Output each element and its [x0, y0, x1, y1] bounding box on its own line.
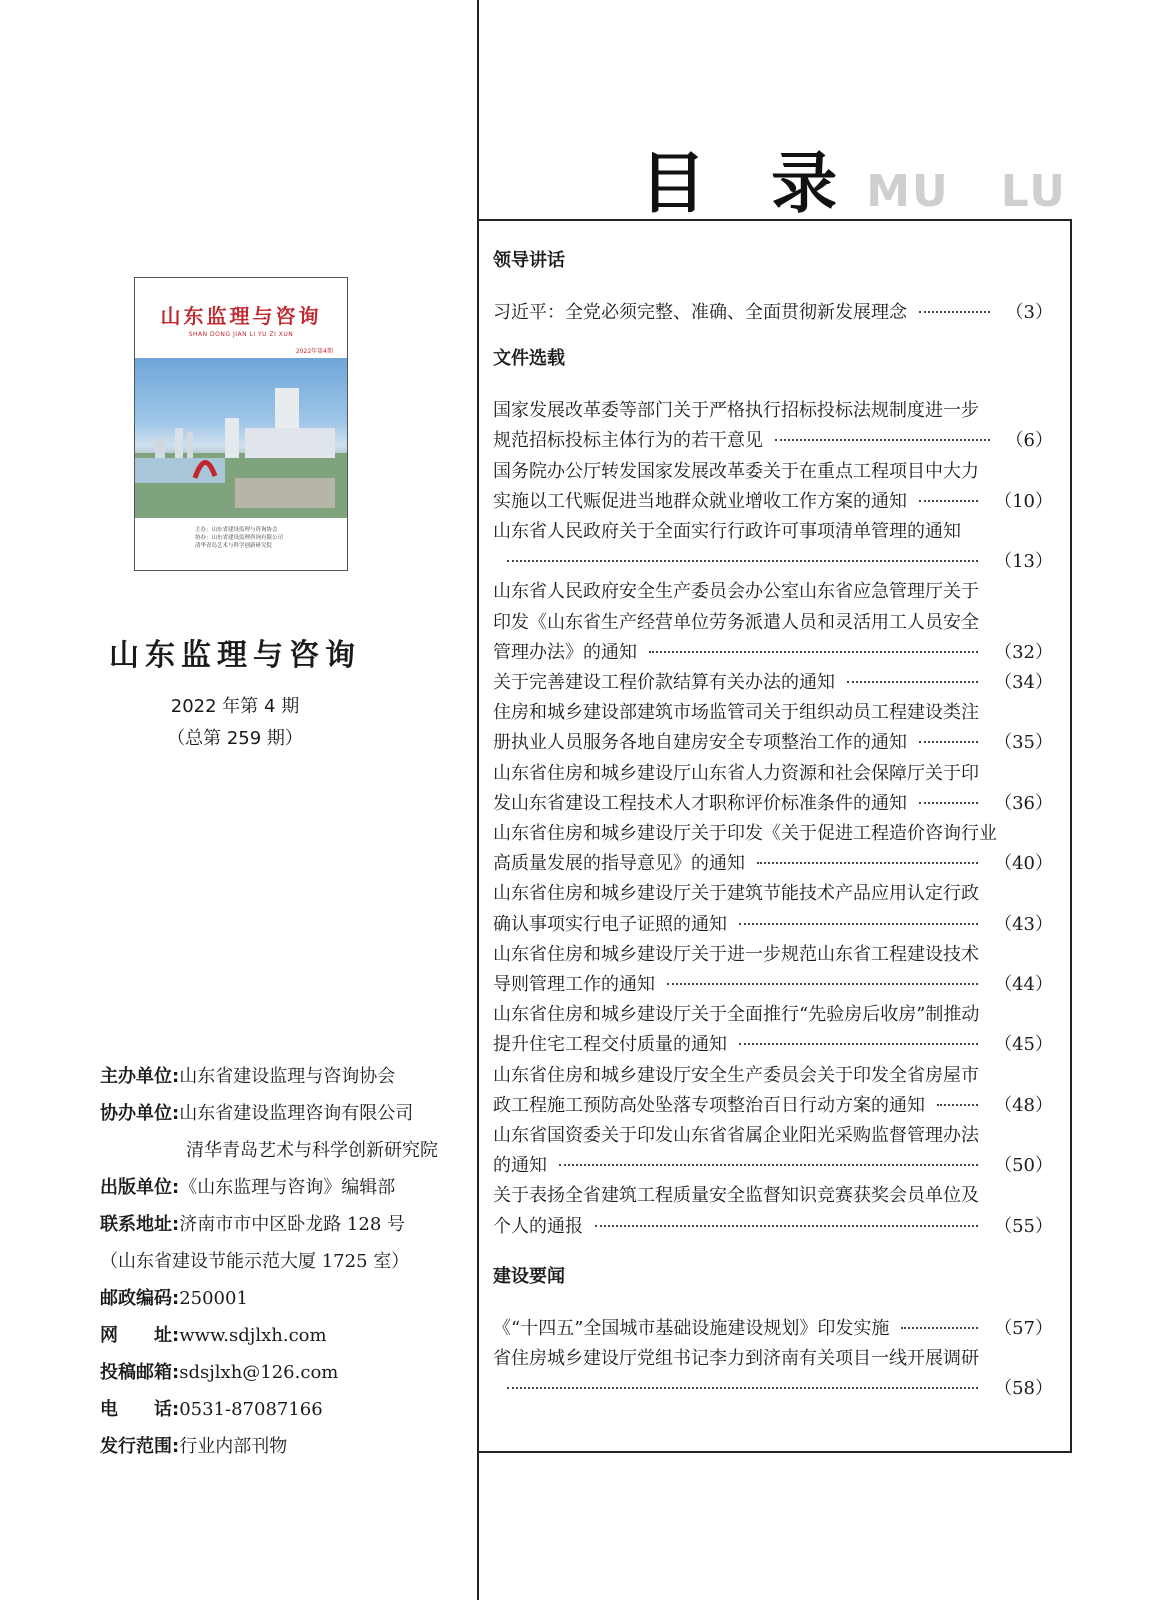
- toc-entry-line[interactable]: 习近平：全党必须完整、准确、全面贯彻新发展理念 （3）: [493, 299, 1053, 327]
- toc-page-number: （35）: [994, 732, 1053, 754]
- toc-entry-line[interactable]: 国务院办公厅转发国家发展改革委关于在重点工程项目中大力: [493, 460, 979, 482]
- info-row: 出版单位:《山东监理与咨询》编辑部: [100, 1177, 396, 1198]
- toc-entry-line[interactable]: 山东省住房和城乡建设厅安全生产委员会关于印发全省房屋市: [493, 1064, 979, 1086]
- toc-entry-line[interactable]: [493, 1375, 1053, 1403]
- toc-entry-line[interactable]: 《“十四五”全国城市基础设施建设规划》印发实施 （57）: [493, 1315, 1053, 1343]
- toc-dot-leader: [595, 1225, 978, 1227]
- toc-page-number: （45）: [994, 1034, 1053, 1056]
- toc-dot-leader: [937, 1104, 978, 1106]
- toc-entry-line[interactable]: 山东省住房和城乡建设厅关于印发《关于促进工程造价咨询行业: [493, 823, 997, 844]
- toc-page-number: （34）: [994, 672, 1053, 693]
- toc-title-en-mu: MU: [866, 166, 950, 217]
- cover-issue: 2022年第4期: [295, 348, 333, 355]
- magazine-issue: 2022 年第 4 期: [170, 696, 300, 717]
- toc-page-number: （50）: [994, 1155, 1053, 1177]
- toc-page-number: （43）: [994, 913, 1053, 935]
- toc-dot-leader: [919, 741, 978, 743]
- toc-page-number: （3）: [1005, 302, 1053, 323]
- cover-thumbnail: [134, 277, 348, 571]
- toc-entry-line[interactable]: 国家发展改革委等部门关于严格执行招标投标法规制度进一步: [493, 400, 979, 422]
- toc-entry-line[interactable]: 个人的通报 （55）: [493, 1213, 1053, 1241]
- info-row: 协办单位:山东省建设监理咨询有限公司: [100, 1103, 414, 1124]
- toc-entry-line[interactable]: 管理办法》的通知 （32）: [493, 639, 1053, 667]
- toc-dot-leader: [901, 1327, 978, 1329]
- toc-title-en-lu: LU: [1000, 166, 1067, 217]
- toc-dot-leader: [757, 862, 978, 864]
- toc-section-heading: 建设要闻: [493, 1265, 565, 1287]
- toc-page-number: （55）: [994, 1215, 1053, 1237]
- toc-entry-line[interactable]: 关于完善建设工程价款结算有关办法的通知 （34）: [493, 669, 1053, 697]
- toc-dot-leader: [919, 500, 978, 502]
- info-row: 投稿邮箱:sdsjlxh@126.com: [100, 1362, 339, 1383]
- info-row: 邮政编码:250001: [100, 1288, 248, 1309]
- toc-entry-line[interactable]: 山东省住房和城乡建设厅关于建筑节能技术产品应用认定行政: [493, 883, 979, 905]
- toc-page-number: （10）: [994, 490, 1053, 512]
- toc-entry-line[interactable]: 确认事项实行电子证照的通知 （43）: [493, 911, 1053, 939]
- toc-page-number: （6）: [1005, 430, 1053, 452]
- toc-entry-line[interactable]: 发山东省建设工程技术人才职称评价标准条件的通知 （36）: [493, 790, 1053, 818]
- toc-entry-line[interactable]: 山东省住房和城乡建设厅关于进一步规范山东省工程建设技术: [493, 943, 979, 965]
- toc-page-number: （44）: [994, 974, 1053, 995]
- info-row: 电 话:0531-87087166: [100, 1399, 323, 1420]
- toc-entry-line[interactable]: 的通知 （50）: [493, 1152, 1053, 1180]
- toc-entry-line[interactable]: 省住房城乡建设厅党组书记李力到济南有关项目一线开展调研: [493, 1348, 979, 1369]
- toc-dot-leader: [649, 651, 978, 653]
- toc-entry-line[interactable]: 高质量发展的指导意见》的通知 （40）: [493, 850, 1053, 878]
- toc-entry-line[interactable]: 政工程施工预防高处坠落专项整治百日行动方案的通知 （48）: [493, 1092, 1053, 1120]
- toc-entry-line[interactable]: 山东省住房和城乡建设厅关于全面推行“先验房后收房”制推动: [493, 1004, 980, 1026]
- info-row: 清华青岛艺术与科学创新研究院: [186, 1140, 438, 1161]
- cover-pinyin: SHAN DONG JIAN LI YU ZI XUN: [188, 331, 294, 338]
- info-row: 网 址:www.sdjlxh.com: [100, 1325, 327, 1346]
- toc-entry-line[interactable]: 关于表扬全省建筑工程质量安全监督知识竞赛获奖会员单位及: [493, 1185, 979, 1207]
- toc-dot-leader: [847, 681, 978, 683]
- toc-dot-leader: [559, 1164, 978, 1166]
- table-of-contents: [477, 219, 1072, 1453]
- toc-title-mu: 目: [640, 145, 706, 222]
- toc-header: [640, 130, 1067, 222]
- cover-photo: [135, 358, 347, 518]
- toc-section-heading: 文件选载: [493, 348, 565, 370]
- city-skyline-image: [135, 358, 347, 518]
- toc-page-number: （57）: [994, 1317, 1053, 1339]
- toc-page-number: （36）: [994, 792, 1053, 814]
- toc-entry-line[interactable]: [493, 548, 1053, 576]
- toc-section-heading: 领导讲话: [493, 250, 565, 271]
- toc-entry-line[interactable]: 山东省住房和城乡建设厅山东省人力资源和社会保障厅关于印: [493, 762, 979, 784]
- toc-entry-line[interactable]: 印发《山东省生产经营单位劳务派遣人员和灵活用工人员安全: [493, 611, 979, 633]
- magazine-title: 山东监理与咨询: [109, 638, 361, 673]
- toc-dot-leader: [919, 802, 978, 804]
- toc-dot-leader: [739, 1043, 978, 1045]
- toc-dot-leader: [507, 560, 978, 562]
- toc-entry-line[interactable]: 住房和城乡建设部建筑市场监管司关于组织动员工程建设类注: [493, 702, 979, 724]
- toc-page-number: （58）: [994, 1378, 1053, 1400]
- toc-dot-leader: [919, 311, 990, 313]
- toc-dot-leader: [739, 923, 978, 925]
- toc-dot-leader: [667, 983, 978, 985]
- toc-page-number: （48）: [994, 1094, 1053, 1116]
- publication-info: [100, 1058, 470, 1465]
- info-row: 发行范围:行业内部刊物: [100, 1436, 288, 1457]
- toc-dot-leader: [775, 439, 990, 441]
- toc-page-number: （40）: [994, 853, 1053, 875]
- toc-entry-line[interactable]: 规范招标投标主体行为的若干意见 （6）: [493, 427, 1053, 455]
- toc-entry-line[interactable]: 导则管理工作的通知 （44）: [493, 971, 1053, 999]
- toc-entry-line[interactable]: 山东省人民政府安全生产委员会办公室山东省应急管理厅关于: [493, 581, 979, 603]
- info-row: 主办单位:山东省建设监理与咨询协会: [100, 1066, 396, 1087]
- cover-sponsors: 主办：山东省建设监理与咨询协会 协办：山东省建设监理咨询有限公司 清华青岛艺术与科学创新研究院: [195, 527, 284, 549]
- toc-page-number: （32）: [994, 641, 1053, 663]
- magazine-total-issue: （总第 259 期）: [167, 728, 303, 749]
- toc-entry-line[interactable]: 册执业人员服务各地自建房安全专项整治工作的通知 （35）: [493, 729, 1053, 757]
- toc-dot-leader: [507, 1387, 978, 1389]
- info-row: 联系地址:济南市市中区卧龙路 128 号: [100, 1214, 406, 1235]
- toc-entry-line[interactable]: 山东省国资委关于印发山东省省属企业阳光采购监督管理办法: [493, 1125, 979, 1146]
- info-row: （山东省建设节能示范大厦 1725 室）: [100, 1251, 410, 1272]
- cover-title: 山东监理与咨询: [160, 304, 322, 328]
- toc-entry-line[interactable]: 提升住宅工程交付质量的通知 （45）: [493, 1031, 1053, 1059]
- toc-page-number: （13）: [994, 551, 1053, 573]
- toc-entry-line[interactable]: 山东省人民政府关于全面实行行政许可事项清单管理的通知: [493, 521, 961, 542]
- toc-title-lu: 录: [771, 145, 838, 222]
- toc-entry-line[interactable]: 实施以工代赈促进当地群众就业增收工作方案的通知 （10）: [493, 488, 1053, 516]
